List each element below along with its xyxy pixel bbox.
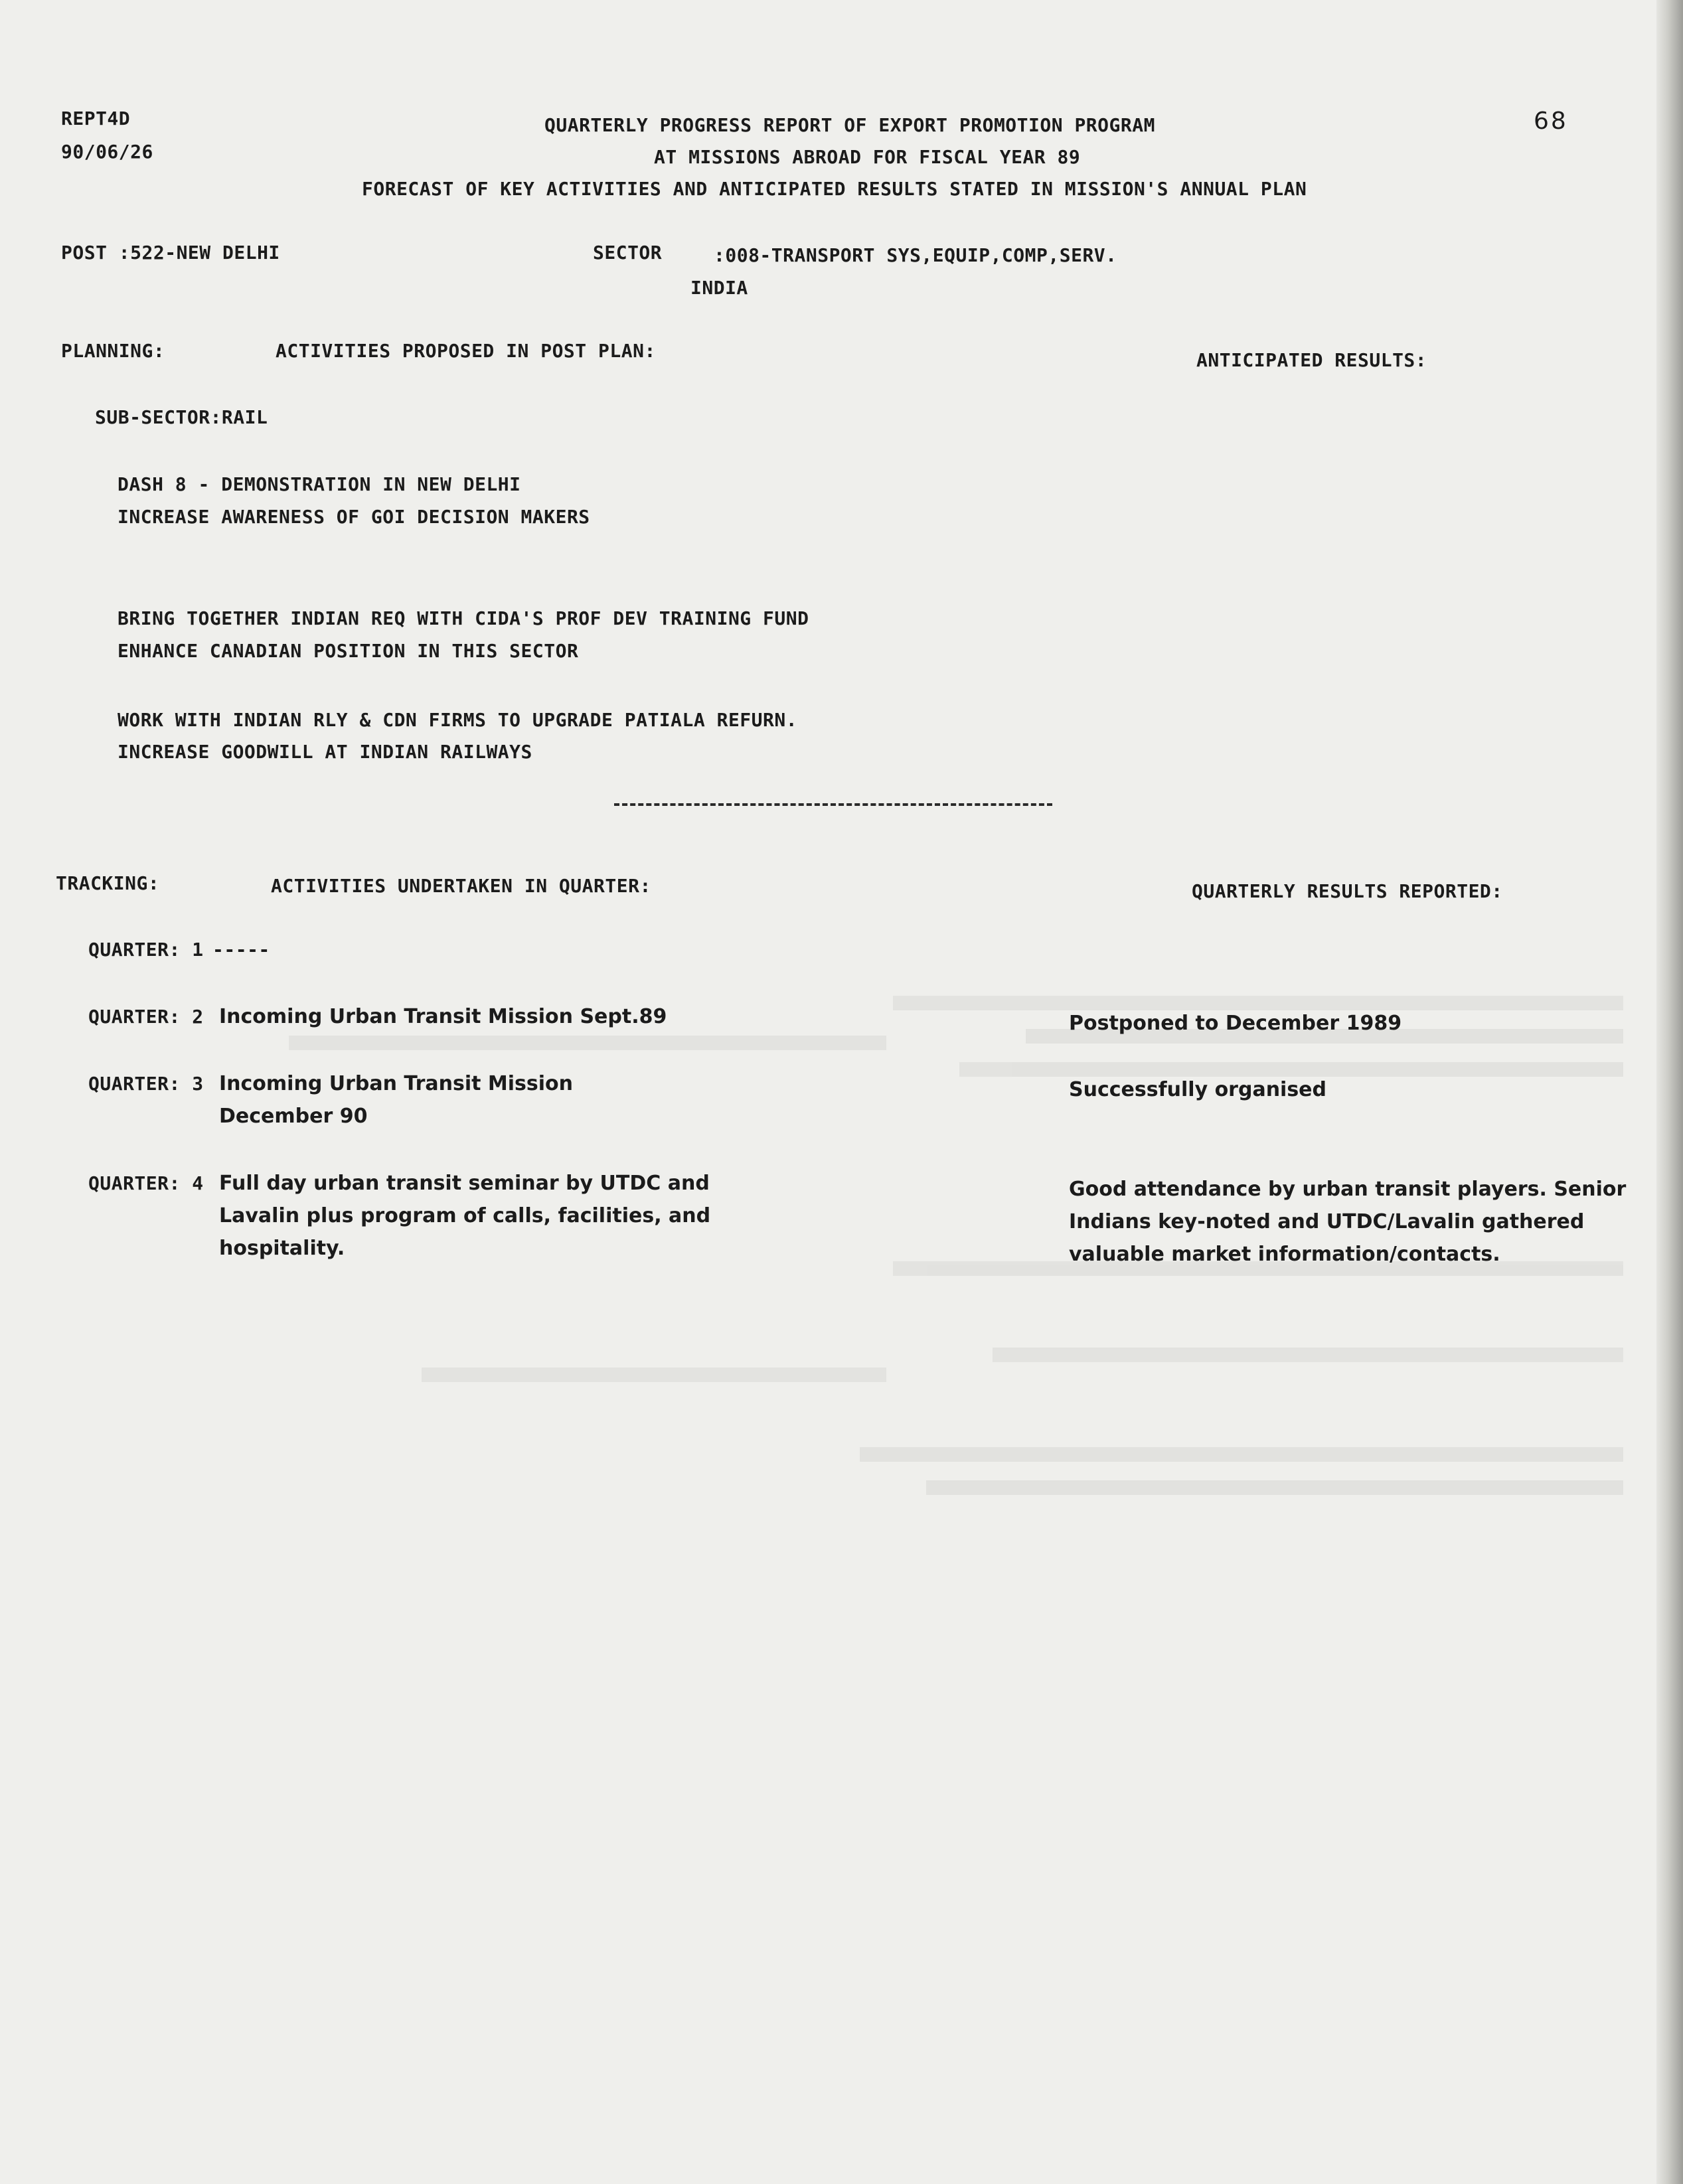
page-edge-shadow bbox=[1656, 0, 1683, 2184]
quarter-4-result-line3: valuable market information/contacts. bbox=[1069, 1243, 1500, 1266]
planning-item-2-line2: ENHANCE CANADIAN POSITION IN THIS SECTOR bbox=[118, 640, 579, 662]
subsector-label: SUB-SECTOR:RAIL bbox=[95, 406, 268, 428]
quarter-3-activity-line2: December 90 bbox=[219, 1105, 368, 1128]
planning-item-3-line1: WORK WITH INDIAN RLY & CDN FIRMS TO UPGRADE PATIALA REFURN. bbox=[118, 709, 798, 731]
planning-item-3-line2: INCREASE GOODWILL AT INDIAN RAILWAYS bbox=[118, 741, 532, 763]
planning-item-1-line1: DASH 8 - DEMONSTRATION IN NEW DELHI bbox=[118, 473, 521, 495]
planning-activities-heading: ACTIVITIES PROPOSED IN POST PLAN: bbox=[276, 340, 656, 362]
page-number: 68 bbox=[1534, 108, 1568, 135]
report-id: REPT4D bbox=[61, 108, 131, 129]
tracking-label: TRACKING: bbox=[56, 872, 160, 894]
quarter-4-result-line2: Indians key-noted and UTDC/Lavalin gathered bbox=[1069, 1210, 1585, 1233]
report-date: 90/06/26 bbox=[61, 141, 153, 163]
quarter-4-activity-line1: Full day urban transit seminar by UTDC and bbox=[219, 1172, 710, 1195]
quarter-4-label: QUARTER: 4 bbox=[88, 1172, 204, 1194]
quarter-1-activity: ----- bbox=[212, 939, 270, 961]
quarter-1-label: QUARTER: 1 bbox=[88, 939, 204, 961]
country: INDIA bbox=[690, 277, 748, 299]
post-label: POST :522-NEW DELHI bbox=[61, 242, 280, 264]
anticipated-results-heading: ANTICIPATED RESULTS: bbox=[1196, 349, 1427, 371]
quarterly-results-heading: QUARTERLY RESULTS REPORTED: bbox=[1192, 880, 1503, 902]
quarter-3-label: QUARTER: 3 bbox=[88, 1073, 204, 1095]
planning-label: PLANNING: bbox=[61, 340, 165, 362]
planning-item-2-line1: BRING TOGETHER INDIAN REQ WITH CIDA'S PROF DEV TRAINING FUND bbox=[118, 607, 809, 629]
planning-item-1-line2: INCREASE AWARENESS OF GOI DECISION MAKERS bbox=[118, 506, 590, 528]
quarter-4-result-line1: Good attendance by urban transit players. Senior bbox=[1069, 1178, 1627, 1201]
sector-label: SECTOR bbox=[593, 242, 663, 264]
quarter-4-activity-line2: Lavalin plus program of calls, facilities, and bbox=[219, 1204, 711, 1227]
report-title-line1: QUARTERLY PROGRESS REPORT OF EXPORT PROMOTION PROGRAM bbox=[544, 114, 1155, 136]
quarter-2-activity: Incoming Urban Transit Mission Sept.89 bbox=[219, 1005, 667, 1028]
report-title-line3: FORECAST OF KEY ACTIVITIES AND ANTICIPATED RESULTS STATED IN MISSION'S ANNUAL PLAN bbox=[362, 178, 1307, 200]
quarter-3-activity-line1: Incoming Urban Transit Mission bbox=[219, 1072, 573, 1095]
report-title-line2: AT MISSIONS ABROAD FOR FISCAL YEAR 89 bbox=[654, 146, 1081, 168]
quarter-2-result: Postponed to December 1989 bbox=[1069, 1012, 1402, 1035]
sector-value: :008-TRANSPORT SYS,EQUIP,COMP,SERV. bbox=[714, 244, 1117, 266]
quarter-3-result: Successfully organised bbox=[1069, 1078, 1327, 1101]
quarter-4-activity-line3: hospitality. bbox=[219, 1237, 345, 1260]
tracking-activities-heading: ACTIVITIES UNDERTAKEN IN QUARTER: bbox=[271, 875, 651, 897]
section-divider bbox=[614, 803, 1052, 806]
quarter-2-label: QUARTER: 2 bbox=[88, 1006, 204, 1028]
